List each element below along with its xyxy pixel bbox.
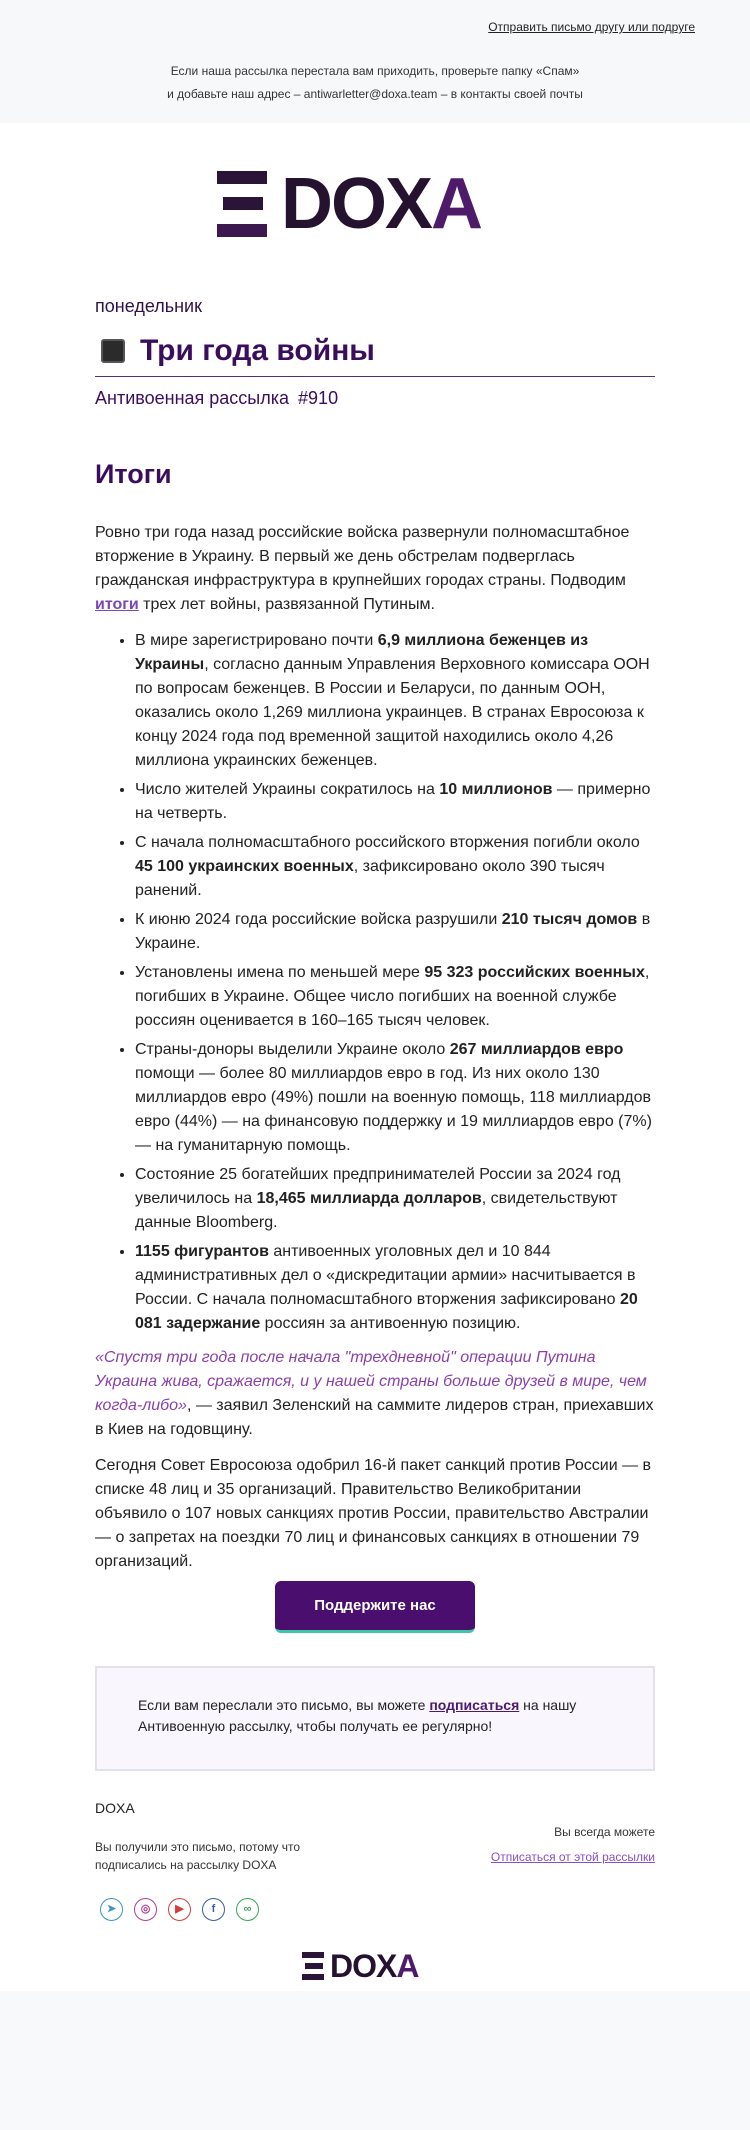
facebook-icon[interactable]: f — [202, 1898, 225, 1921]
doxa-footer-logo[interactable] — [302, 1948, 448, 1984]
unsubscribe-link[interactable]: Отписаться от этой рассылки — [490, 1850, 655, 1864]
zelensky-quote-paragraph: «Спустя три года после начала "трехдневной" операции Путина Украина жива, сражается, и у нашей страны больше друзей в мире, чем когда-либо», — заявил Зеленский на саммите лидеров стран, приехавших в Киев на годовщину. — [95, 1349, 654, 1438]
spam-notice-line: Если наша рассылка перестала вам приходить, проверьте папку «Спам» — [170, 64, 580, 78]
subscribe-text: Если вам переслали это письмо, вы можете подписаться на нашу Антивоенную рассылку, чтобы получать ее регулярно! — [138, 1697, 577, 1734]
issue-title-row — [95, 331, 655, 377]
list-item: • Страны-доноры выделили Украине около 267 миллиардов евро помощи — более 80 миллиардов евро в год. Из них около 130 миллиардов евро (49%) пошли на военную помощь, 118 миллиардов евро (44%) — на финансовую поддержку и 19 миллиардов евро (7%) — на гуманитарную помощь. — [135, 1038, 655, 1158]
list-item: • В мире зарегистрировано почти 6,9 миллиона беженцев из Украины, согласно данным Управления Верховного комиссара ООН по вопросам беженцев. В России и Беларуси, по данным ООН, оказались около 1,269 миллиона украинцев. В странах Евросоюза к концу 2024 года под временной защитой находились около 4,26 миллиона украинских беженцев. — [135, 629, 655, 773]
link-icon[interactable]: ∞ — [236, 1898, 259, 1921]
issue-title: Три года войны — [140, 334, 375, 367]
doxa-logo-mark — [217, 171, 267, 237]
section-heading: Итоги — [95, 459, 172, 489]
list-item: • 1155 фигурантов антивоенных уголовных дел и 10 844 административных дел о «дискредитации армии» насчитывается в России. С начала полномасштабного вторжения зафиксировано 20 081 задержание россиян за антивоенную позицию. — [135, 1240, 655, 1336]
instagram-icon[interactable]: ◎ — [134, 1898, 157, 1921]
forward-to-friend-link[interactable]: Отправить письмо другу или подруге — [488, 20, 695, 34]
list-item: • С начала полномасштабного российского вторжения погибли около 45 100 украинских военных, зафиксировано около 390 тысяч ранений. — [135, 831, 655, 903]
issue-day: понедельник — [95, 296, 202, 316]
list-item: • Установлены имена по меньшей мере 95 323 российских военных, погибших в Украине. Общее число погибших на военной службе россиян оценивается в 160–165 тысяч человек. — [135, 961, 655, 1033]
doxa-logo-text: DOXA — [281, 164, 482, 244]
intro-paragraph: Ровно три года назад российские войска развернули полномасштабное вторжение в Украину. В первый же день обстрелам подверглась гражданская инфраструктура в крупнейших городах страны. Подводим итоги трех лет войны, развязанной Путиным. — [95, 524, 630, 613]
footer-brand: DOXA — [95, 1800, 135, 1816]
doxa-logo-text: DOXA — [330, 1948, 419, 1984]
issue-subtitle — [95, 388, 338, 409]
list-item: • К июню 2024 года российские войска разрушили 210 тысяч домов в Украине. — [135, 908, 655, 956]
doxa-logo[interactable] — [217, 164, 533, 244]
sanctions-paragraph: Сегодня Совет Евросоюза одобрил 16-й пакет санкций против России — в списке 48 лиц и 35 организаций. Правительство Великобритании объявило о 107 новых санкциях против России, правительство Австралии — о запретах на поездки 70 лиц и финансовых санкциях в отношении 79 организаций. — [95, 1457, 652, 1570]
preheader — [0, 0, 750, 123]
list-item: • Состояние 25 богатейших предпринимателей России за 2024 год увеличилось на 18,465 миллиарда долларов, свидетельствуют данные Bloomberg. — [135, 1163, 655, 1235]
issue-number: #910 — [298, 388, 339, 408]
facts-list — [95, 629, 655, 1336]
zelensky-quote: «Спустя три года после начала "трехдневной" операции Путина Украина жива, сражается, и у нашей страны больше друзей в мире, чем когда-либо» — [95, 1349, 647, 1414]
footer-note: Вы получили это письмо, потому что подписались на рассылку DOXA — [95, 1840, 301, 1872]
list-item: • Число жителей Украины сократилось на 10 миллионов — примерно на четверть. — [135, 778, 655, 826]
black-square-icon — [101, 339, 125, 363]
subscribe-box — [95, 1666, 655, 1771]
footer-right-label: Вы всегда можете — [554, 1825, 655, 1839]
spam-notice-line: и добавьте наш адрес – antiwarletter@doxa.team – в контакты своей почты — [167, 87, 583, 101]
subscribe-link[interactable]: подписаться — [429, 1697, 520, 1713]
results-link[interactable]: итоги — [95, 596, 139, 613]
support-us-button[interactable]: Поддержите нас — [275, 1581, 475, 1633]
article-content — [95, 521, 655, 1586]
telegram-icon[interactable]: ➤ — [100, 1898, 123, 1921]
youtube-icon[interactable]: ▶ — [168, 1898, 191, 1921]
spam-notice — [0, 60, 750, 106]
newsletter-name: Антивоенная рассылка — [95, 388, 290, 408]
doxa-logo-mark — [302, 1952, 324, 1980]
email-body — [0, 123, 750, 1991]
